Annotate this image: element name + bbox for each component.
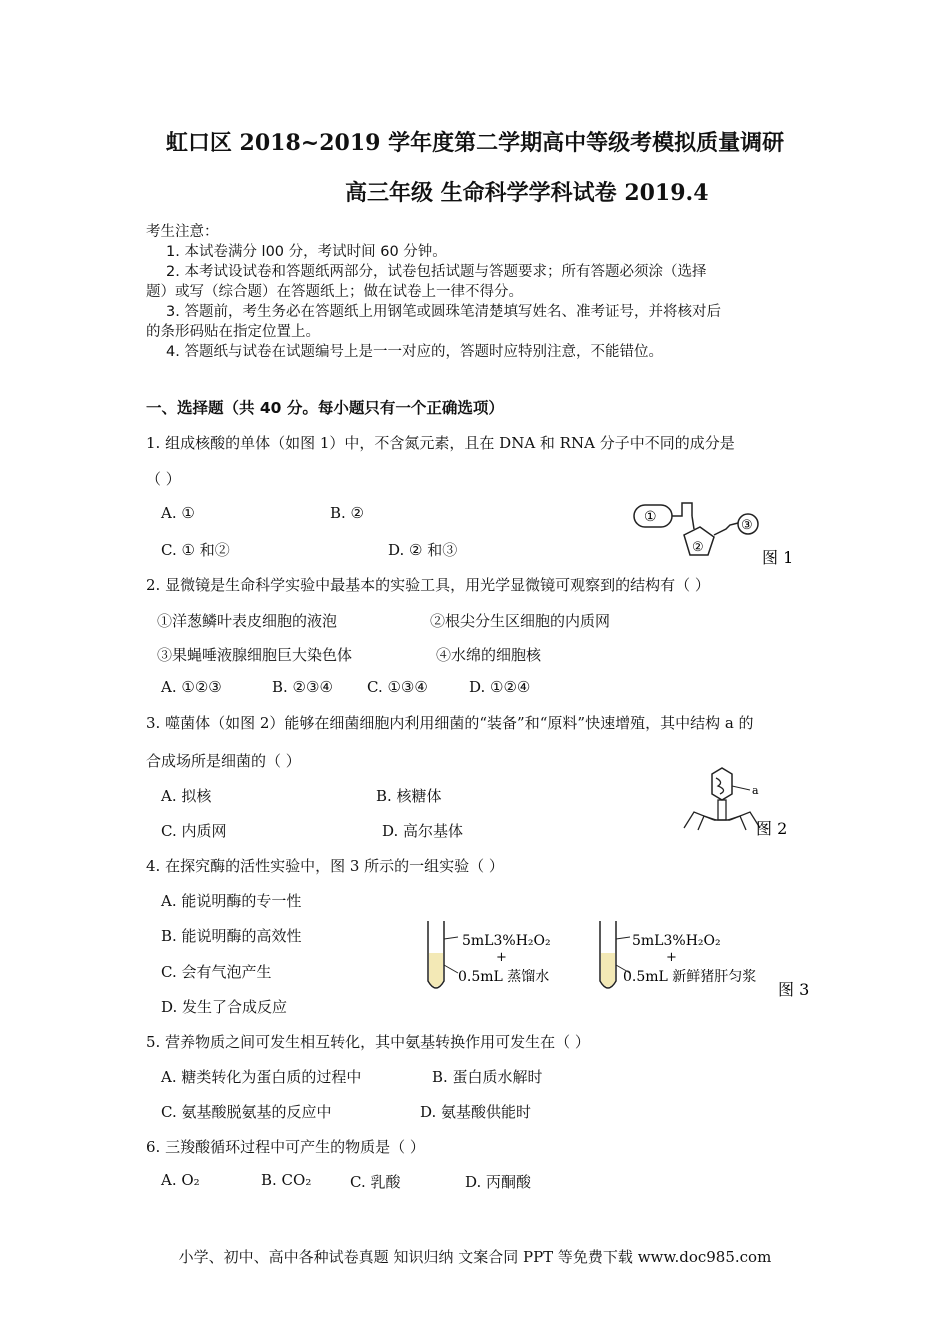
q6-option-d: D. 丙酮酸 [465, 1173, 532, 1191]
q6-option-c: C. 乳酸 [350, 1173, 401, 1191]
q3-option-c: C. 内质网 [161, 822, 227, 840]
q2-statement-4: ④水绵的细胞核 [436, 646, 542, 664]
q2-statement-1: ①洋葱鳞叶表皮细胞的液泡 [157, 612, 338, 630]
fig2-label: 图 2 [756, 819, 788, 838]
fig2-mark-a: a [752, 784, 759, 797]
fig1-mark-1: ① [644, 509, 657, 525]
q4-option-d: D. 发生了合成反应 [161, 998, 288, 1016]
notice-item-2-cont: 题）或写（综合题）在答题纸上；做在试卷上一律不得分。 [146, 284, 523, 300]
figure-1-nucleotide [630, 495, 810, 570]
q6-option-b: B. CO₂ [261, 1171, 312, 1189]
fig3-tube1-line2: 0.5mL 蒸馏水 [458, 969, 550, 985]
q6-option-a: A. O₂ [161, 1171, 200, 1189]
q3-option-d: D. 高尔基体 [382, 822, 464, 840]
q1-stem-cont: （ ） [146, 470, 181, 488]
q2-option-a: A. ①②③ [161, 678, 222, 696]
q2-statement-2: ②根尖分生区细胞的内质网 [430, 612, 611, 630]
q1-option-c: C. ① 和② [161, 541, 230, 559]
q5-option-a: A. 糖类转化为蛋白质的过程中 [161, 1068, 362, 1086]
q4-option-c: C. 会有气泡产生 [161, 963, 272, 981]
q1-option-b: B. ② [330, 504, 365, 522]
q2-statement-3: ③果蝇唾液腺细胞巨大染色体 [157, 646, 353, 664]
figure-3-test-tubes [410, 915, 840, 1005]
fig1-mark-3: ③ [741, 518, 753, 533]
fig3-tube2-line1: 5mL3%H₂O₂ [632, 933, 721, 949]
q1-stem: 1. 组成核酸的单体（如图 1）中，不含氮元素，且在 DNA 和 RNA 分子中不同的成分是 [146, 434, 735, 452]
fig3-tube2-plus: + [666, 950, 677, 965]
page-title: 虹口区 2018~2019 学年度第二学期高中等级考模拟质量调研 [165, 130, 785, 156]
fig3-tube1-line1: 5mL3%H₂O₂ [462, 933, 551, 949]
q3-stem-cont: 合成场所是细菌的（ ） [146, 752, 301, 770]
notice-item-3-cont: 的条形码贴在指定位置上。 [146, 324, 320, 340]
q5-option-b: B. 蛋白质水解时 [432, 1068, 543, 1086]
q4-stem: 4. 在探究酶的活性实验中，图 3 所示的一组实验（ ） [146, 857, 504, 875]
q3-option-b: B. 核糖体 [376, 787, 442, 805]
fig3-tube1-plus: + [496, 950, 507, 965]
q5-stem: 5. 营养物质之间可发生相互转化，其中氨基转换作用可发生在（ ） [146, 1033, 590, 1051]
q2-option-c: C. ①③④ [367, 678, 428, 696]
notice-item-4: 4. 答题纸与试卷在试题编号上是一一对应的，答题时应特别注意，不能错位。 [166, 344, 663, 360]
section-heading: 一、选择题（共 40 分。每小题只有一个正确选项） [146, 399, 504, 417]
page-footer: 小学、初中、高中各种试卷真题 知识归纳 文案合同 PPT 等免费下载 www.doc985.com [178, 1248, 772, 1266]
page-subtitle: 高三年级 生命科学学科试卷 2019.4 [345, 180, 709, 206]
notice-item-1: 1. 本试卷满分 l00 分，考试时间 60 分钟。 [166, 244, 447, 260]
fig3-label: 图 3 [778, 980, 810, 999]
q2-option-b: B. ②③④ [272, 678, 333, 696]
notice-item-3: 3. 答题前，考生务必在答题纸上用钢笔或圆珠笔清楚填写姓名、准考证号，并将核对后 [166, 304, 721, 320]
q5-option-d: D. 氨基酸供能时 [420, 1103, 532, 1121]
q4-option-b: B. 能说明酶的高效性 [161, 927, 302, 945]
figure-2-phage [676, 764, 806, 842]
q4-option-a: A. 能说明酶的专一性 [161, 892, 302, 910]
q6-stem: 6. 三羧酸循环过程中可产生的物质是（ ） [146, 1138, 425, 1156]
q1-option-a: A. ① [161, 504, 195, 522]
q5-option-c: C. 氨基酸脱氨基的反应中 [161, 1103, 332, 1121]
q3-option-a: A. 拟核 [161, 787, 212, 805]
q2-stem: 2. 显微镜是生命科学实验中最基本的实验工具，用光学显微镜可观察到的结构有（ ） [146, 576, 710, 594]
notice-heading: 考生注意： [146, 224, 219, 240]
q3-stem: 3. 噬菌体（如图 2）能够在细菌细胞内利用细菌的“装备”和“原料”快速增殖，其中结构 a 的 [146, 714, 754, 732]
q1-option-d: D. ② 和③ [388, 541, 458, 559]
fig1-mark-2: ② [692, 540, 704, 555]
fig1-label: 图 1 [762, 548, 794, 567]
notice-item-2: 2. 本考试设试卷和答题纸两部分，试卷包括试题与答题要求；所有答题必须涂（选择 [166, 264, 707, 280]
q2-option-d: D. ①②④ [469, 678, 531, 696]
fig3-tube2-line2: 0.5mL 新鲜猪肝匀浆 [623, 969, 757, 985]
